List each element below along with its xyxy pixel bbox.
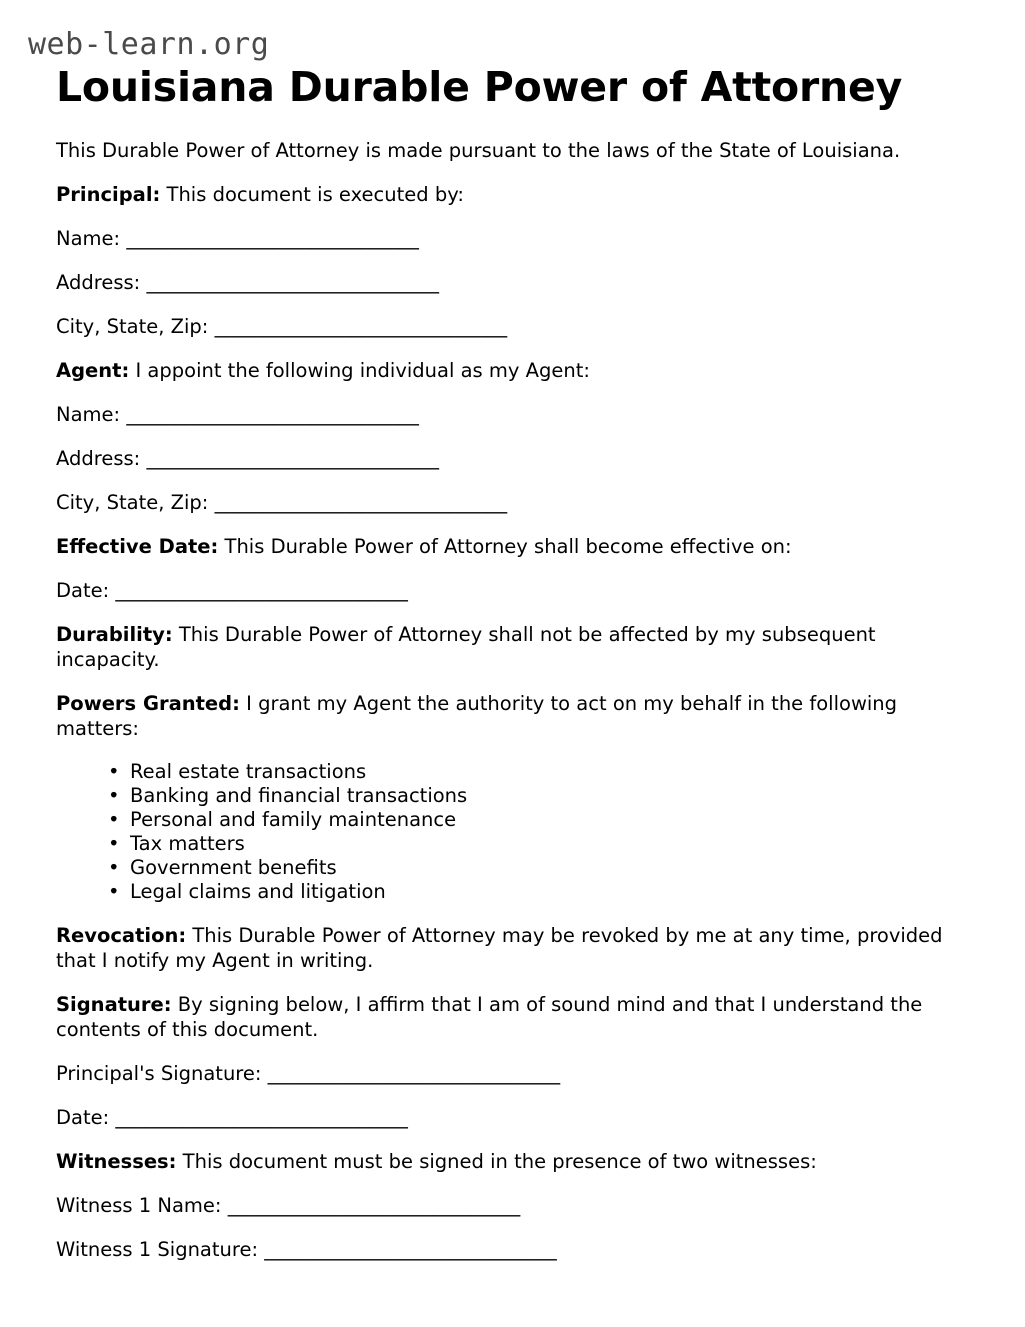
effective-date-label: Date: [56,579,116,602]
agent-name-label: Name: [56,403,127,426]
agent-citystatezip-blank[interactable]: ______________________________ [214,491,508,514]
page-title: Louisiana Durable Power of Attorney [56,63,903,111]
principal-signature-label: Principal's Signature: [56,1062,268,1085]
site-logo: web-learn.org [28,27,270,62]
powers-granted-paragraph [56,691,970,741]
list-item: • Tax matters [108,832,970,856]
signature-rest: By signing below, I affirm that I am of sound mind and that I understand the contents of this document. [56,993,923,1041]
agent-citystatezip-field [56,490,970,515]
witness1-name-blank[interactable]: ______________________________ [227,1194,521,1217]
principal-citystatezip-field [56,314,970,339]
signature-lead: Signature: [56,993,172,1016]
revocation-rest: This Durable Power of Attorney may be revoked by me at any time, provided that I notify my Agent in writing. [56,924,943,972]
witnesses-rest: This document must be signed in the presence of two witnesses: [176,1150,817,1173]
effective-date-lead: Effective Date: [56,535,219,558]
agent-address-field [56,446,970,471]
witness1-name-field [56,1193,970,1218]
agent-name-blank[interactable]: ______________________________ [126,403,419,426]
powers-granted-list [56,760,970,904]
witnesses-lead: Witnesses: [56,1150,177,1173]
principal-signature-field [56,1061,970,1086]
principal-citystatezip-blank[interactable]: ______________________________ [214,315,508,338]
witness1-signature-field [56,1237,970,1262]
principal-signature-blank[interactable]: ______________________________ [267,1062,561,1085]
durability-lead: Durability: [56,623,173,646]
list-item: • Personal and family maintenance [108,808,970,832]
signature-date-field [56,1105,970,1130]
agent-citystatezip-label: City, State, Zip: [56,491,215,514]
principal-address-field [56,270,970,295]
revocation-paragraph [56,923,970,973]
intro-text: This Durable Power of Attorney is made pursuant to the laws of the State of Louisiana. [56,139,901,162]
list-item: • Legal claims and litigation [108,880,970,904]
agent-name-field [56,402,970,427]
durability-rest: This Durable Power of Attorney shall not be affected by my subsequent incapacity. [56,623,876,671]
witness1-signature-label: Witness 1 Signature: [56,1238,265,1261]
principal-address-blank[interactable]: ______________________________ [146,271,439,294]
list-item: • Real estate transactions [108,760,970,784]
agent-address-blank[interactable]: ______________________________ [146,447,439,470]
powers-granted-lead: Powers Granted: [56,692,240,715]
list-item: • Banking and financial transactions [108,784,970,808]
document-body [56,138,970,1262]
effective-date-blank[interactable]: ______________________________ [115,579,408,602]
agent-address-label: Address: [56,447,147,470]
revocation-lead: Revocation: [56,924,187,947]
principal-rest: This document is executed by: [160,183,464,206]
witness1-name-label: Witness 1 Name: [56,1194,228,1217]
principal-name-blank[interactable]: ______________________________ [126,227,419,250]
principal-address-label: Address: [56,271,147,294]
effective-date-rest: This Durable Power of Attorney shall become effective on: [218,535,792,558]
powers-granted-rest: I grant my Agent the authority to act on my behalf in the following matters: [56,692,898,740]
principal-heading-paragraph [56,182,970,207]
signature-paragraph [56,992,970,1042]
agent-heading-paragraph [56,358,970,383]
durability-paragraph [56,622,970,672]
effective-date-heading-paragraph [56,534,970,559]
effective-date-field [56,578,970,603]
principal-name-field [56,226,970,251]
principal-name-label: Name: [56,227,127,250]
witnesses-paragraph [56,1149,970,1174]
principal-citystatezip-label: City, State, Zip: [56,315,215,338]
principal-lead: Principal: [56,183,161,206]
intro-paragraph [56,138,970,163]
agent-rest: I appoint the following individual as my Agent: [129,359,590,382]
list-item: • Government benefits [108,856,970,880]
signature-date-blank[interactable]: ______________________________ [115,1106,408,1129]
agent-lead: Agent: [56,359,130,382]
signature-date-label: Date: [56,1106,116,1129]
witness1-signature-blank[interactable]: ______________________________ [264,1238,557,1261]
